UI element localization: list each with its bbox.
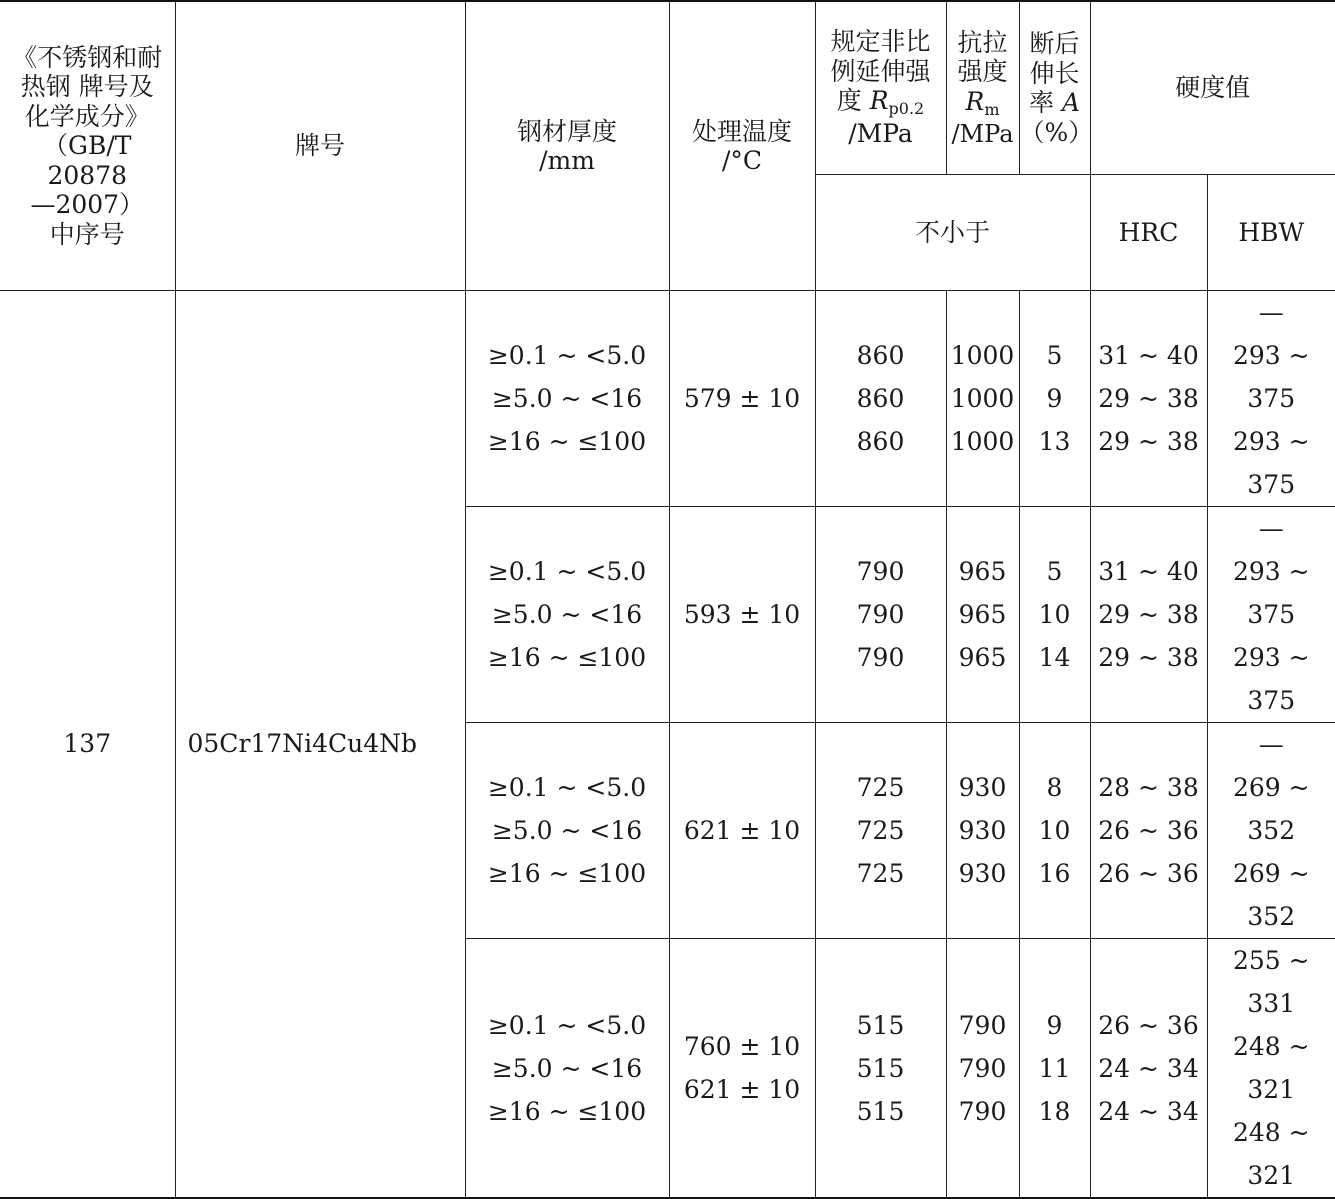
header-thickness: 钢材厚度 /mm xyxy=(465,1,669,291)
temperature-cell: 593 ± 10 xyxy=(669,507,815,723)
tensile-cell: 1000 1000 1000 xyxy=(946,291,1019,507)
yield-cell: 515 515 515 xyxy=(815,939,946,1199)
header-hardness-group: 硬度值 xyxy=(1090,1,1335,175)
temperature-cell: 579 ± 10 xyxy=(669,291,815,507)
header-grade: 牌号 xyxy=(175,1,465,291)
header-yield-strength: 规定非比 例延伸强 度 $R_{p0.2}$ /MPa xyxy=(815,1,946,175)
header-hrc: HRC xyxy=(1090,175,1207,291)
elongation-cell: 5 10 14 xyxy=(1019,507,1090,723)
temperature-cell: 760 ± 10 621 ± 10 xyxy=(669,939,815,1199)
hbw-cell: — 293 ~ 375 293 ~ 375 xyxy=(1207,507,1335,723)
tensile-cell: 965 965 965 xyxy=(946,507,1019,723)
elongation-cell: 8 10 16 xyxy=(1019,723,1090,939)
seq-number-cell: 137 xyxy=(0,291,175,1199)
yield-cell: 725 725 725 xyxy=(815,723,946,939)
elongation-cell: 9 11 18 xyxy=(1019,939,1090,1199)
thickness-cell: ≥0.1 ~ <5.0 ≥5.0 ~ <16 ≥16 ~ ≤100 xyxy=(465,939,669,1199)
elongation-cell: 5 9 13 xyxy=(1019,291,1090,507)
hrc-cell: 31 ~ 40 29 ~ 38 29 ~ 38 xyxy=(1090,507,1207,723)
header-hbw: HBW xyxy=(1207,175,1335,291)
header-not-less-than: 不小于 xyxy=(815,175,1090,291)
hbw-cell: 255 ~ 331 248 ~ 321 248 ~ 321 xyxy=(1207,939,1335,1199)
header-elongation: 断后 伸长 率 A （%） xyxy=(1019,1,1090,175)
hbw-cell: — 293 ~ 375 293 ~ 375 xyxy=(1207,291,1335,507)
hrc-cell: 31 ~ 40 29 ~ 38 29 ~ 38 xyxy=(1090,291,1207,507)
hrc-cell: 26 ~ 36 24 ~ 34 24 ~ 34 xyxy=(1090,939,1207,1199)
hbw-cell: — 269 ~ 352 269 ~ 352 xyxy=(1207,723,1335,939)
yield-cell: 790 790 790 xyxy=(815,507,946,723)
header-treatment-temperature: 处理温度 /°C xyxy=(669,1,815,291)
thickness-cell: ≥0.1 ~ <5.0 ≥5.0 ~ <16 ≥16 ~ ≤100 xyxy=(465,507,669,723)
tensile-cell: 790 790 790 xyxy=(946,939,1019,1199)
thickness-cell: ≥0.1 ~ <5.0 ≥5.0 ~ <16 ≥16 ~ ≤100 xyxy=(465,291,669,507)
tensile-cell: 930 930 930 xyxy=(946,723,1019,939)
grade-cell: 05Cr17Ni4Cu4Nb xyxy=(175,291,465,1199)
hrc-cell: 28 ~ 38 26 ~ 36 26 ~ 36 xyxy=(1090,723,1207,939)
yield-cell: 860 860 860 xyxy=(815,291,946,507)
header-seq-number: 《不锈钢和耐 热钢 牌号及 化学成分》 （GB/T 20878 —2007） 中序号 xyxy=(0,1,175,291)
header-tensile-strength: 抗拉 强度 $R_m$ /MPa xyxy=(946,1,1019,175)
temperature-cell: 621 ± 10 xyxy=(669,723,815,939)
thickness-cell: ≥0.1 ~ <5.0 ≥5.0 ~ <16 ≥16 ~ ≤100 xyxy=(465,723,669,939)
